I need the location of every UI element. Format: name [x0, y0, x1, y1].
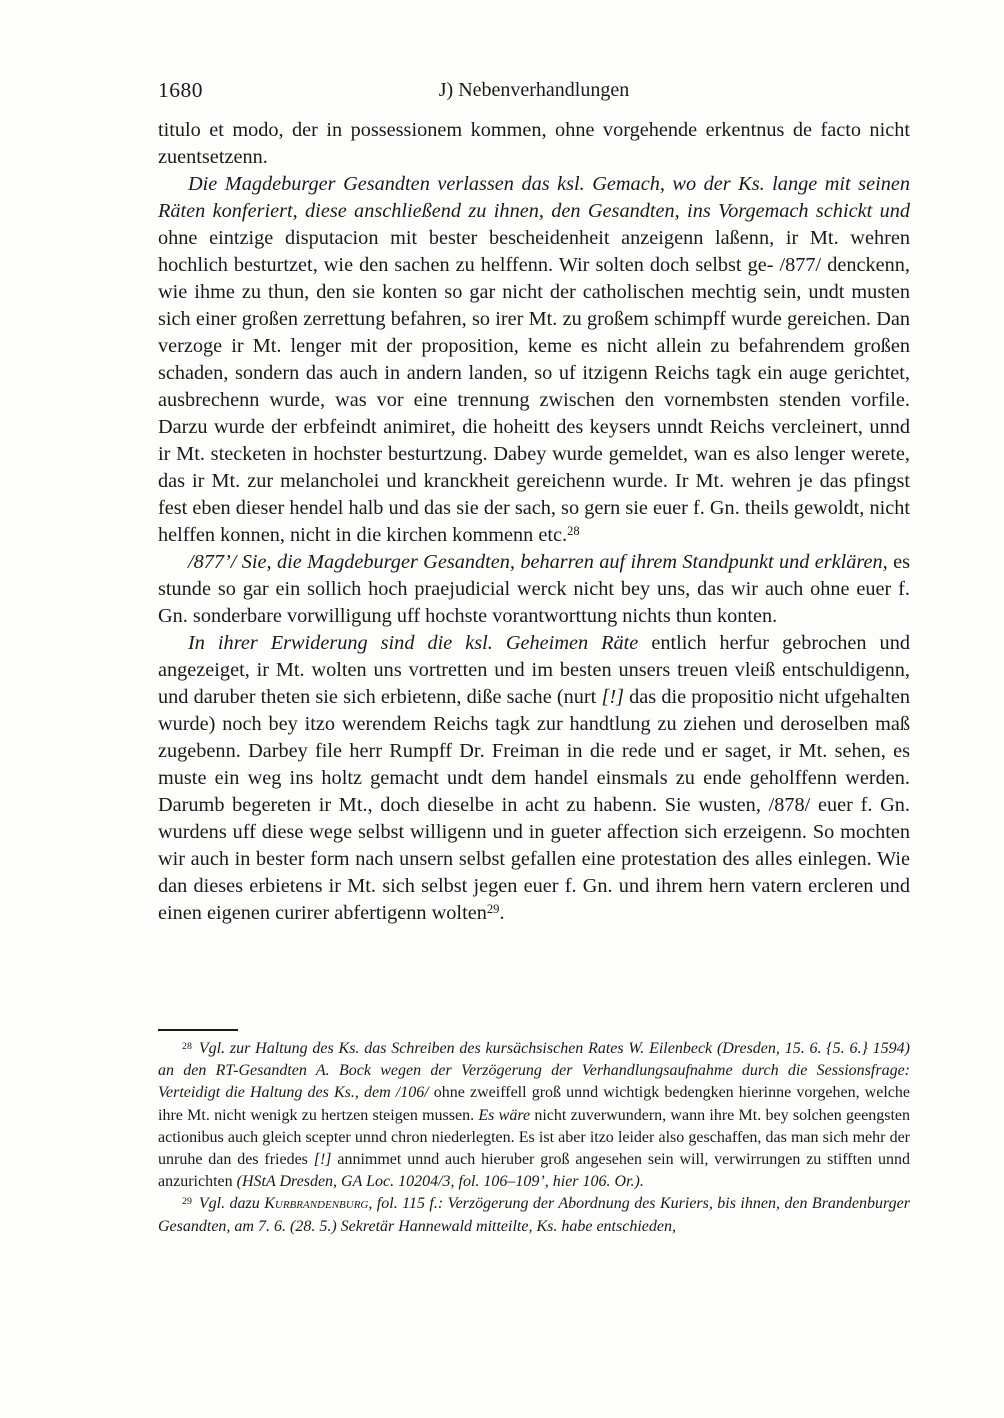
footnote — [158, 1193, 910, 1237]
text-segment: (HStA Dresden, GA Loc. 10204/3, fol. 106–109’, hier 106. Or.). — [236, 1173, 644, 1191]
text-segment: ohne zweiffell groß unnd wichtigk bedengken hierinne vorgehen, welche ihre Mt. nicht wenigk zu hertzen steigen mussen. — [158, 1084, 910, 1124]
paragraph — [158, 549, 910, 630]
text-segment: ohne eintzige disputacion mit bester bescheidenheit anzeigenn laßenn, ir Mt. wehren hochlich besturtzet, wie den sachen zu helffenn. Wir solten doch selbst ge- /877/ denckenn, wie ihme zu thun, den sie konten so gar nicht der catholischen mechtig sein, undt musten sich einer großen zerrettung befahren, so irer Mt. zu großem schimpff wurde gereichen. Dan verzoge ir Mt. lenger mit der proposition, keme es nicht allein zu befahrendem großen schaden, sondern das auch in andern landen, so uf itzigenn Reichs tagk ein auge gerichtet, ausbrechenn wurde, was vor eine trennung zwischen den vornembsten stenden vorfile. Darzu wurde der erbfeindt animiret, die hoheitt des keysers unndt Reichs vercleinert, unnd ir Mt. stecketen in hochster besturtzung. Dabey wurde gemeldet, wan es also lenger werete, das ir Mt. zur melancholei und kranckheit gereichenn wurde. Ir Mt. wehren je das pfingst fest eben dieser hendel halb und das sie der sach, so gern sie euer f. Gn. theils gewoldt, nicht helffen konnen, nicht in die kirchen kommenn etc. — [158, 227, 910, 546]
text-segment: In ihrer Erwiderung sind die ksl. Geheimen Räte — [188, 632, 652, 654]
footnote-ref: 28 — [567, 524, 580, 539]
footnote-separator — [158, 1029, 238, 1031]
text-segment: Kurbrandenburg — [264, 1195, 369, 1213]
text-segment: nicht zuverwundern, wann ihre Mt. bey solchen geengsten actionibus auch gleich scepter unnd chron niederlegten. Es ist aber itzo leider also geschaffen, das man sich mehr der unruhe dan des friedes — [158, 1106, 910, 1169]
text-segment: /877’/ Sie, die Magdeburger Gesandten, beharren auf ihrem Standpunkt und erklären, — [188, 551, 894, 573]
text-segment: entlich herfur gebrochen und angezeiget, ir Mt. wolten uns vortretten und im besten unsers treuen vleiß entschuldigenn, und daruber theten sie sich erbietenn, diße sache (nurt — [158, 632, 910, 708]
text-segment: titulo et modo, der in possessionem kommen, ohne vorgehende erkentnus de facto nicht zuentsetzenn. — [158, 119, 910, 168]
text-segment: , fol. 115 f.: Verzögerung der Abordnung des Kuriers, bis ihnen, den Brandenburger Gesandten, am 7. 6. (28. 5.) Sekretär Hannewald mitteilte, Ks. habe entschieden, — [158, 1195, 910, 1235]
text-segment: annimmet unnd auch hieruber groß angesehen sein will, verwirrungen zu stifften unnd anzurichten — [158, 1151, 911, 1191]
text-segment: [!] — [313, 1151, 332, 1169]
text-segment: Es wäre — [478, 1106, 535, 1124]
running-header: J) Nebenverhandlungen — [438, 79, 630, 101]
page-number: 1680 — [158, 78, 203, 102]
text-segment: . — [499, 902, 505, 924]
footnote-number: 28 — [182, 1041, 192, 1053]
text-segment: Die Magdeburger Gesandten verlassen das ksl. Gemach, wo der Ks. lange mit seinen Räten konferiert, diese anschließend zu ihnen, den Gesandten, ins Vorgemach schickt und — [158, 173, 910, 222]
paragraph — [158, 630, 910, 927]
text-segment: Vgl. dazu — [198, 1195, 265, 1213]
footnote-ref: 29 — [486, 902, 500, 917]
paragraph — [158, 117, 910, 171]
text-segment: Vgl. zur Haltung des Ks. das Schreiben des kursächsischen Rates W. Eilenbeck (Dresden, 15. 6. {5. 6.} 1594) an den RT-Gesandten A. Bock wegen der Verzögerung der Verhandlungsaufnahme durch die Sessionsfrage: Verteidigt die Haltung des Ks., dem /106/ — [158, 1040, 910, 1102]
text-segment: das die propositio nicht ufgehalten wurde) noch bey itzo werendem Reichs tagk zur handtlung zu ziehen und deroselben maß zugebenn. Darbey file herr Rumpff Dr. Freiman in die rede und er saget, ir Mt. sehen, es muste ein weg ins holtz gemacht undt dem handel einsmals zu ende geholffenn werden. Darumb begereten ir Mt., doch dieselbe in acht zu habenn. Sie wusten, /878/ euer f. Gn. wurdens uff diese wege selbst willigenn und in gueter affection sich erzeigenn. So mochten wir auch in bester form nach unsern selbst gefallen eine protestation des alles einlegen. Wie dan dieses erbietens ir Mt. sich selbst jegen euer f. Gn. und ihrem hern vatern ercleren und einen eigenen curirer abfertigenn wolten — [158, 686, 910, 924]
paragraph — [158, 171, 910, 549]
text-segment: es stunde so gar ein sollich hoch praejudicial werck nicht bey uns, das wir auch ohne euer f. Gn. sonderbare vorwilligung uff hochste vorantworttung nichts thun konten. — [158, 551, 910, 627]
footnotes-block — [158, 1038, 910, 1238]
text-segment: [!] — [601, 686, 624, 708]
main-text — [158, 117, 910, 927]
footnote — [158, 1038, 910, 1193]
footnote-number: 29 — [182, 1196, 192, 1208]
page-header — [158, 78, 910, 106]
